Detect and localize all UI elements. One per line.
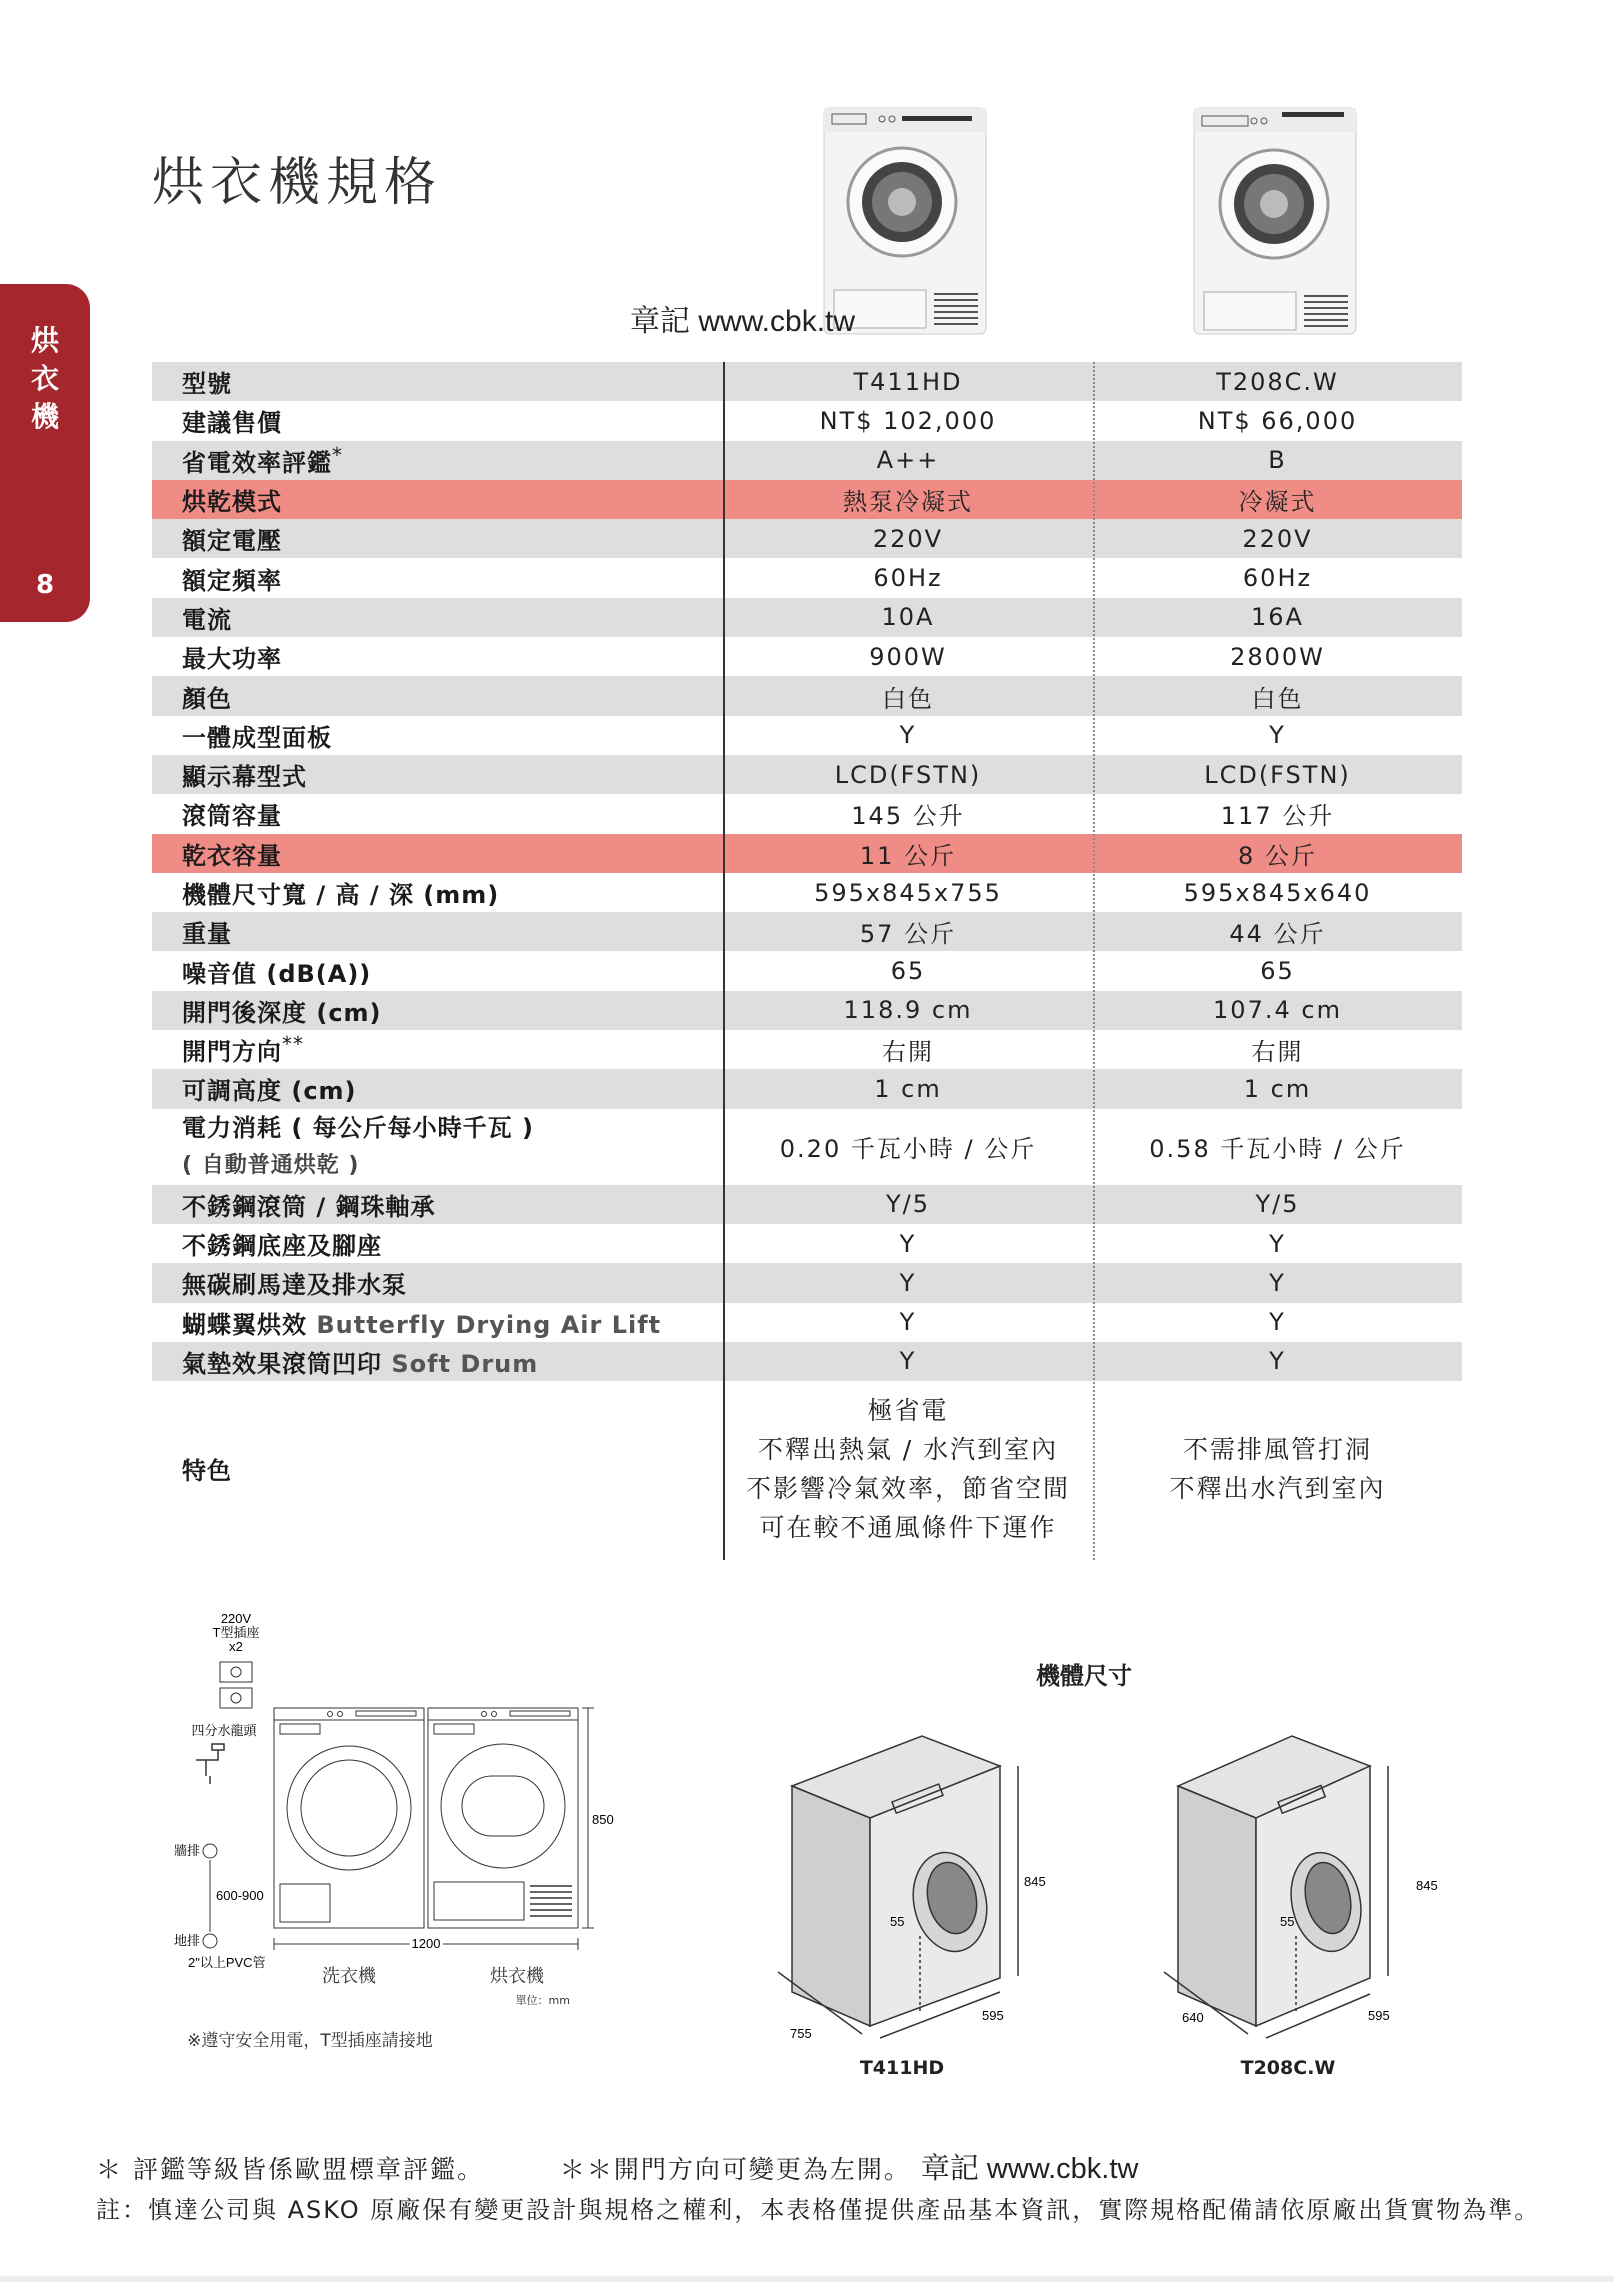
- row-value-1: 220V: [872, 524, 944, 553]
- row-value-1: 145 公升: [851, 802, 965, 831]
- row-label-text: 電流: [182, 605, 232, 634]
- table-row: [152, 834, 1462, 873]
- row-label: [152, 600, 723, 635]
- row-label-text: 開門方向: [182, 1038, 282, 1067]
- spec-table: [152, 362, 1462, 1556]
- outlet-icon: [220, 1662, 252, 1708]
- feature-line: 可在較不通風條件下運作: [759, 1512, 1057, 1542]
- power-sublabel: ( 自動普通烘乾 ): [182, 1152, 360, 1178]
- row-value-2: 1 cm: [1243, 1074, 1312, 1103]
- product-image-t208cw: [1192, 106, 1358, 336]
- page-title: 烘衣機規格: [152, 153, 443, 213]
- row-label-text: 乾衣容量: [182, 841, 282, 870]
- row-value-2: NT$ 66,000: [1197, 406, 1358, 435]
- row-value-1: 595x845x755: [814, 878, 1002, 907]
- row-label-text: 可調高度 (cm): [182, 1077, 357, 1106]
- row-value-1: LCD(FSTN): [834, 760, 982, 789]
- row-value-2: 117 公升: [1220, 802, 1335, 831]
- dryer-drawing: [428, 1708, 578, 1928]
- side-tab: [0, 284, 90, 622]
- features-label: 特色: [182, 1457, 232, 1486]
- row-label: [152, 757, 723, 792]
- footnote-2: ＊＊開門方向可變更為左開。: [559, 2155, 911, 2184]
- row-value-1: Y: [899, 1268, 917, 1297]
- row-label-text: 建議售價: [182, 409, 282, 438]
- row-label: [152, 403, 723, 438]
- table-row: [152, 1342, 1462, 1381]
- row-value-1: 65: [890, 957, 926, 986]
- row-value-2: Y: [1269, 721, 1286, 750]
- row-label: [152, 639, 723, 674]
- row-label-text: 滾筒容量: [182, 802, 282, 831]
- faucet-icon: [196, 1744, 224, 1784]
- row-label-text: 無碳刷馬達及排水泵: [182, 1271, 407, 1300]
- washer-drawing: [274, 1708, 424, 1928]
- row-value-2: 8 公斤: [1238, 841, 1317, 870]
- row-value-1: Y: [899, 1229, 917, 1258]
- table-row: [152, 598, 1462, 637]
- width-dimension: 1200: [411, 1936, 441, 1951]
- pipe-note: 2"以上PVC管: [188, 1955, 266, 1970]
- row-label-text: 氣墊效果滾筒凹印: [182, 1349, 392, 1378]
- table-row: [152, 1303, 1462, 1342]
- dim-door-2: 55: [1280, 1914, 1295, 1929]
- row-value-2: T208C.W: [1216, 367, 1339, 396]
- row-value-1: 1 cm: [874, 1074, 942, 1103]
- dimensions-title: 機體尺寸: [1036, 1662, 1132, 1690]
- bottom-divider: [0, 2276, 1614, 2282]
- drain-height: 600-900: [216, 1888, 264, 1903]
- table-row: [152, 480, 1462, 519]
- dim-model-2: T208C.W: [1240, 2057, 1336, 2079]
- row-label-text: 最大功率: [182, 645, 282, 674]
- column-divider: [723, 362, 725, 1560]
- outlet-voltage: 220V: [220, 1611, 252, 1626]
- row-label-text: 蝴蝶翼烘效: [182, 1310, 317, 1339]
- footer-watermark: 章記 www.cbk.tw: [920, 2153, 1139, 2185]
- table-row: [152, 1224, 1462, 1263]
- dim-width-2: 595: [1368, 2008, 1390, 2023]
- dim-model-1: T411HD: [859, 2057, 945, 2079]
- table-row: [152, 991, 1462, 1030]
- table-row-features: [152, 1381, 1462, 1556]
- dimension-drawing-t411hd: [760, 1736, 1060, 2086]
- row-label: [152, 561, 723, 596]
- row-value-2: Y: [1269, 1268, 1286, 1297]
- table-row: [152, 1263, 1462, 1302]
- row-value-1: 右開: [882, 1038, 934, 1067]
- row-value-2: 16A: [1251, 603, 1304, 632]
- row-value-1: 60Hz: [873, 564, 943, 593]
- features-value-2: [1093, 1430, 1462, 1508]
- row-label: [152, 718, 723, 753]
- row-value-1: 57 公斤: [859, 920, 957, 949]
- row-value-2: 右開: [1251, 1038, 1304, 1067]
- row-label: [152, 796, 723, 831]
- feature-line: 不釋出熱氣 / 水汽到室內: [757, 1434, 1059, 1464]
- table-row: [152, 755, 1462, 794]
- row-label: [152, 836, 723, 871]
- row-label-text: 機體尺寸寬 / 高 / 深 (mm): [182, 881, 500, 909]
- row-value-2: 107.4 cm: [1213, 996, 1342, 1025]
- table-row: [152, 676, 1462, 715]
- dim-height-2: 845: [1416, 1878, 1438, 1893]
- height-dimension: 850: [592, 1812, 614, 1827]
- row-value-2: 60Hz: [1242, 564, 1313, 593]
- row-value-1: 10A: [881, 603, 935, 632]
- washer-label: 洗衣機: [322, 1966, 376, 1987]
- row-label-text: 一體成型面板: [182, 723, 332, 752]
- floor-drain-label: 地排: [173, 1933, 200, 1948]
- row-label: [152, 1226, 723, 1261]
- row-value-1: 熱泵冷凝式: [843, 488, 973, 517]
- row-label-text: 烘乾模式: [182, 488, 282, 517]
- dimension-drawing-t208cw: [1146, 1736, 1446, 2086]
- floor-drain-icon: [203, 1934, 217, 1948]
- row-label-text: 不銹鋼滾筒 / 鋼珠軸承: [182, 1192, 436, 1221]
- row-value-2: 595x845x640: [1183, 878, 1372, 907]
- row-label-text: 噪音值 (dB(A)): [182, 959, 372, 988]
- table-row: [152, 912, 1462, 951]
- row-value-1: A++: [876, 446, 940, 475]
- table-row: [152, 558, 1462, 597]
- row-label: [152, 364, 723, 399]
- dryer-label: 烘衣機: [490, 1966, 544, 1987]
- row-label-text: 額定頻率: [182, 566, 282, 595]
- wall-drain-icon: [203, 1844, 217, 1858]
- row-value-2: 220V: [1242, 524, 1313, 553]
- row-label: [152, 679, 723, 714]
- row-value-1: Y: [899, 1347, 917, 1376]
- row-label: [152, 1187, 723, 1222]
- table-row: [152, 951, 1462, 990]
- row-value-2: 白色: [1251, 684, 1304, 713]
- row-value-1: Y: [899, 721, 917, 750]
- power-label: 電力消耗 ( 每公斤每小時千瓦 ): [182, 1113, 535, 1142]
- disclaimer: 註：慎達公司與 ASKO 原廠保有變更設計與規格之權利，本表格僅提供產品基本資訊，實際規格配備請依原廠出貨實物為準。: [96, 2196, 1541, 2224]
- row-label-english: Soft Drum: [391, 1349, 539, 1378]
- column-divider-dotted: [1093, 362, 1095, 1560]
- row-label: [152, 1071, 723, 1106]
- footnote-1: ＊ 評鑑等級皆係歐盟標章評鑑。: [96, 2155, 484, 2184]
- row-value-2: Y: [1269, 1347, 1286, 1376]
- table-row: [152, 716, 1462, 755]
- feature-line: 不影響冷氣效率，節省空間: [745, 1473, 1070, 1503]
- outlet-type: T型插座: [212, 1625, 260, 1640]
- power-value-2: 0.58 千瓦小時 / 公斤: [1149, 1135, 1406, 1164]
- row-label: [152, 1344, 723, 1379]
- wall-drain-label: 牆排: [173, 1843, 200, 1858]
- row-value-2: Y/5: [1255, 1190, 1300, 1219]
- table-row: [152, 362, 1462, 401]
- row-label: [152, 1265, 723, 1300]
- page-number: 8: [35, 570, 55, 600]
- row-value-2: Y: [1269, 1229, 1286, 1258]
- footnote-mark: *: [332, 442, 343, 467]
- footnote-mark: **: [282, 1032, 304, 1057]
- dim-door-1: 55: [890, 1914, 905, 1929]
- table-row: [152, 873, 1462, 912]
- row-label: [152, 1032, 723, 1067]
- row-value-2: 65: [1260, 957, 1295, 986]
- row-label: [152, 875, 723, 910]
- row-label-text: 省電效率評鑑: [182, 448, 332, 477]
- faucet-label: 四分水龍頭: [191, 1723, 257, 1738]
- row-value-2: B: [1268, 446, 1287, 475]
- row-label-text: 重量: [182, 920, 232, 949]
- row-label-text: 顏色: [182, 684, 232, 713]
- row-value-2: 44 公斤: [1229, 920, 1326, 949]
- power-value-1: 0.20 千瓦小時 / 公斤: [779, 1135, 1037, 1164]
- row-value-1: 11 公斤: [859, 841, 957, 870]
- watermark: 章記 www.cbk.tw: [630, 305, 856, 338]
- dim-width-1: 595: [982, 2008, 1004, 2023]
- table-row: [152, 794, 1462, 833]
- row-label-text: 開門後深度 (cm): [182, 998, 382, 1027]
- row-label-english: Butterfly Drying Air Lift: [316, 1310, 662, 1339]
- row-label: [152, 954, 723, 989]
- table-row-power: [152, 1109, 1462, 1185]
- row-label-text: 顯示幕型式: [182, 763, 307, 792]
- row-label: [152, 1305, 723, 1340]
- outlet-count: x2: [229, 1639, 243, 1654]
- feature-line: 不釋出水汽到室內: [1169, 1473, 1386, 1503]
- row-label: [152, 914, 723, 949]
- side-tab-label: 烘衣機: [30, 324, 59, 433]
- table-row: [152, 1185, 1462, 1224]
- row-label-text: 不銹鋼底座及腳座: [182, 1232, 382, 1261]
- table-row: [152, 1069, 1462, 1108]
- table-row: [152, 637, 1462, 676]
- row-value-2: Y: [1269, 1308, 1286, 1337]
- row-value-2: 冷凝式: [1238, 488, 1317, 517]
- row-value-1: 900W: [869, 642, 947, 671]
- row-value-2: LCD(FSTN): [1204, 760, 1351, 789]
- row-value-1: 白色: [882, 684, 934, 713]
- safety-note: ※遵守安全用電，T型插座請接地: [187, 2031, 433, 2051]
- row-value-1: 118.9 cm: [843, 996, 973, 1025]
- dim-depth-2: 640: [1182, 2010, 1204, 2025]
- table-row: [152, 519, 1462, 558]
- row-label-text: 額定電壓: [182, 527, 282, 556]
- unit-note: 單位：mm: [515, 1994, 570, 2007]
- row-label: [152, 443, 723, 478]
- features-value-1: [723, 1391, 1093, 1547]
- table-row: [152, 1030, 1462, 1069]
- row-value-1: Y/5: [885, 1190, 930, 1219]
- dim-height-1: 845: [1024, 1874, 1046, 1889]
- dim-depth-1: 755: [790, 2026, 812, 2041]
- row-value-2: 2800W: [1230, 642, 1325, 671]
- table-row: [152, 401, 1462, 440]
- row-value-1: Y: [899, 1308, 917, 1337]
- row-label-text: 型號: [182, 370, 232, 399]
- row-value-1: NT$ 102,000: [819, 406, 997, 435]
- table-row: [152, 441, 1462, 480]
- row-label: [152, 993, 723, 1028]
- feature-line: 不需排風管打洞: [1182, 1434, 1372, 1464]
- feature-line: 極省電: [867, 1395, 949, 1425]
- installation-diagram: [160, 1610, 614, 2051]
- row-value-1: T411HD: [853, 367, 963, 396]
- footer-notes: [96, 2146, 1138, 2187]
- row-label: [152, 482, 723, 517]
- row-label: [152, 521, 723, 556]
